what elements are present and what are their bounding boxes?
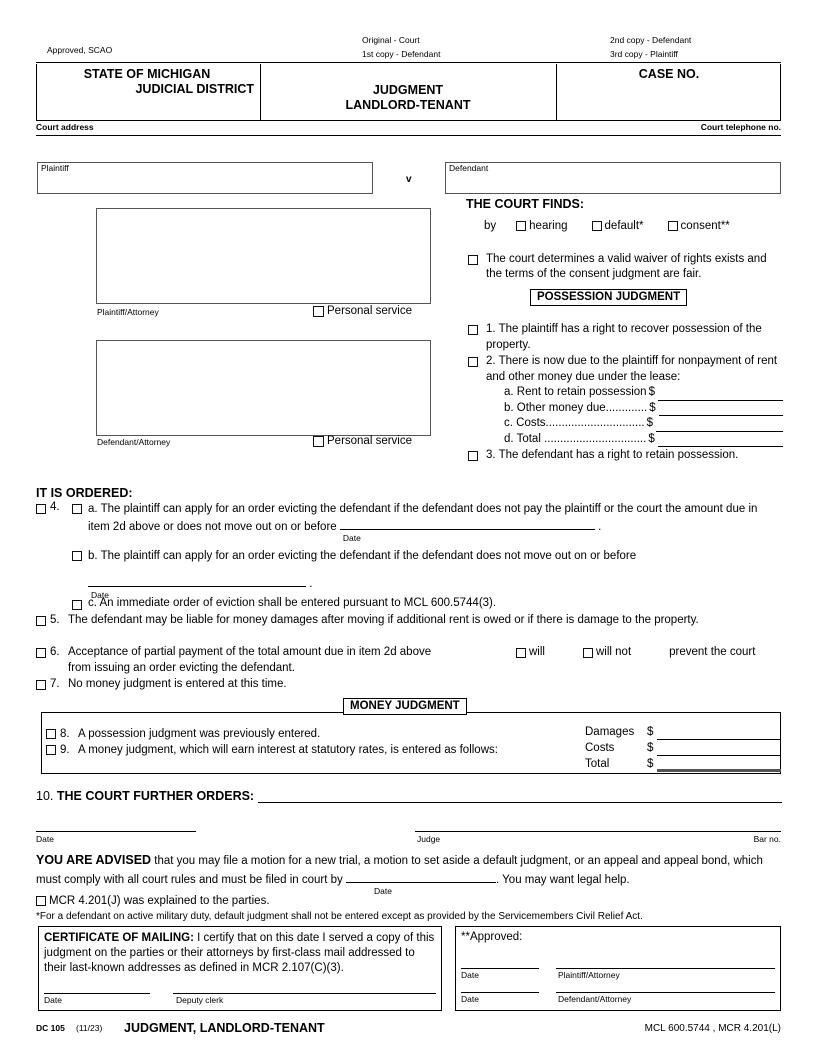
finds-option-hearing[interactable] — [516, 220, 567, 232]
footer-citation: MCL 600.5744 , MCR 4.201(L) — [644, 1023, 781, 1034]
by-label: by — [484, 220, 497, 232]
money-judgment-banner: MONEY JUDGMENT — [343, 698, 467, 715]
item-number: 7. — [50, 678, 60, 690]
mcr-explained-option[interactable] — [36, 895, 270, 907]
deputy-clerk-input[interactable] — [173, 993, 436, 994]
approved-defendant-attorney-label: Defendant/Attorney — [558, 994, 632, 1004]
amount-input-costs[interactable] — [656, 420, 783, 432]
ordered-item-7[interactable] — [36, 677, 782, 693]
header-divider-left — [260, 64, 261, 121]
amount-input-total[interactable] — [658, 435, 783, 447]
copy-distribution-left — [362, 33, 440, 61]
date-label: Date — [91, 590, 109, 600]
checkbox-icon[interactable] — [72, 600, 82, 610]
certificate-body: I certify that on this date I served a copy of this judgment on the parties or their attorneys by first-class mail addressed to their last-known addresses as defined in MCR 2.107(C)(3). — [44, 932, 435, 974]
approved-plaintiff-attorney-label: Plaintiff/Attorney — [558, 970, 620, 980]
ordered-item-5[interactable] — [36, 613, 782, 629]
item-number: 9. — [60, 744, 70, 756]
signature-date-label: Date — [36, 834, 54, 844]
item-text: A money judgment, which will earn interest at statutory rates, is entered as follows: — [78, 744, 498, 756]
advisory-text: that you may file a motion for a new trial, a motion to set aside a default judgment, or an appeal and appeal bond, which must comply with all court rules and must be filed in court by — [36, 855, 763, 886]
amount-label: d. Total ................................ — [504, 432, 647, 445]
deputy-clerk-label: Deputy clerk — [176, 995, 224, 1005]
approved-defendant-signature-input[interactable] — [556, 992, 775, 993]
item-number: 8. — [60, 728, 70, 740]
item-number: 4. — [50, 501, 60, 513]
possession-judgment-banner: POSSESSION JUDGMENT — [530, 289, 687, 306]
date-label: Date — [374, 886, 392, 896]
item-text: The plaintiff can apply for an order evicting the defendant if the defendant does not move out on or before — [100, 550, 637, 562]
valid-waiver-text: The court determines a valid waiver of rights exists and the terms of the consent judgment are fair. — [486, 253, 767, 280]
amount-label: Total — [585, 758, 610, 770]
approved-date-label-1: Date — [461, 970, 479, 980]
item-4b-period: . — [309, 578, 313, 590]
ordered-item-4a[interactable] — [72, 501, 782, 543]
item-text: The plaintiff has a right to recover possession of the property. — [486, 323, 762, 351]
option-label: consent** — [680, 220, 730, 232]
header-bottom-rule — [36, 135, 781, 136]
item-4a-content — [88, 501, 782, 543]
further-orders-label: THE COURT FURTHER ORDERS: — [56, 789, 255, 803]
dollar-sign: $ — [649, 401, 656, 414]
item-4c-content — [88, 597, 496, 609]
item-text: An immediate order of eviction shall be entered pursuant to MCL 600.5744(3). — [99, 597, 497, 609]
item-text: There is now due to the plaintiff for nonpayment of rent and other money due under the lease: — [486, 355, 778, 383]
possession-item-1[interactable] — [468, 322, 783, 353]
approved-date-label-2: Date — [461, 994, 479, 1004]
personal-service-label: Personal service — [327, 435, 413, 447]
certificate-title: CERTIFICATE OF MAILING: — [44, 932, 194, 944]
ordered-item-4b[interactable] — [72, 548, 782, 600]
possession-item-2[interactable] — [468, 354, 783, 385]
defendant-input-box[interactable] — [445, 162, 781, 194]
defendant-label: Defendant — [449, 163, 489, 173]
court-telephone-label: Court telephone no. — [700, 122, 781, 132]
money-judgment-items — [46, 726, 566, 758]
money-amount-damages — [585, 724, 781, 740]
header-divider-right — [556, 64, 557, 121]
amount-row-total — [504, 432, 783, 448]
footer-revision: (11/23) — [76, 1023, 103, 1033]
checkbox-icon[interactable] — [46, 745, 56, 755]
item-4b-date-input[interactable] — [88, 574, 306, 587]
ordered-item-6[interactable] — [36, 645, 782, 676]
court-finds-heading: THE COURT FINDS: — [466, 197, 585, 211]
dollar-sign: $ — [646, 417, 653, 429]
further-orders-row — [36, 789, 782, 803]
checkbox-icon[interactable] — [592, 221, 602, 231]
amount-label: a. Rent to retain possession — [504, 386, 647, 398]
ordered-item-4c[interactable] — [72, 597, 782, 609]
item-6-option-will-not[interactable] — [583, 645, 631, 661]
it-is-ordered-heading: IT IS ORDERED: — [36, 486, 133, 500]
bar-number-label: Bar no. — [753, 834, 781, 844]
item-4b-date-field-wrap — [88, 574, 306, 600]
amount-row-other — [504, 401, 783, 417]
item-text-part2: prevent the court — [669, 646, 756, 658]
advisory-text-tail: . You may want legal help. — [496, 874, 630, 886]
personal-service-label: Personal service — [327, 305, 413, 317]
approved-defendant-date-input[interactable] — [461, 992, 539, 993]
approved-plaintiff-date-input[interactable] — [461, 968, 539, 969]
form-title-line1: JUDGMENT — [372, 83, 444, 97]
option-label: will not — [595, 646, 632, 658]
judicial-district-label: JUDICIAL DISTRICT — [135, 82, 254, 96]
item-number: 1. — [486, 323, 496, 335]
advisory-date-field-wrap — [346, 870, 496, 896]
item-4a-period: . — [598, 521, 602, 533]
item-number: 6. — [50, 646, 60, 658]
item-letter: c. — [88, 597, 97, 609]
finds-option-consent[interactable] — [668, 220, 730, 232]
defendant-attorney-label: Defendant/Attorney — [97, 437, 171, 447]
amount-input-total[interactable] — [657, 759, 781, 772]
versus-label: v — [406, 174, 412, 185]
signature-date-input[interactable] — [36, 831, 196, 832]
checkbox-icon[interactable] — [36, 616, 46, 626]
checkbox-icon[interactable] — [36, 648, 46, 658]
dollar-sign: $ — [647, 726, 654, 738]
amount-row-rent — [504, 385, 783, 401]
checkbox-icon[interactable] — [468, 451, 478, 461]
checkbox-icon[interactable] — [36, 680, 46, 690]
copy-line-3rd: 3rd copy - Plaintiff — [610, 49, 678, 59]
item-6-option-will[interactable] — [516, 645, 545, 661]
amount-label: c. Costs............................... — [504, 417, 645, 429]
item-letter: a. — [88, 503, 98, 515]
finds-option-default[interactable] — [592, 220, 644, 232]
defendant-personal-service-option[interactable] — [313, 435, 412, 447]
money-item-9[interactable] — [46, 742, 566, 758]
ordered-item-4[interactable] — [36, 501, 782, 543]
checkbox-icon[interactable] — [36, 504, 46, 514]
plaintiff-input-box[interactable] — [37, 162, 373, 194]
amount-input-rent[interactable] — [658, 389, 783, 401]
copy-line-2nd: 2nd copy - Defendant — [610, 35, 692, 45]
checkbox-icon[interactable] — [583, 648, 593, 658]
checkbox-icon[interactable] — [516, 648, 526, 658]
footer-form-code: DC 105 — [36, 1023, 65, 1033]
court-finds-by-row — [484, 220, 754, 232]
item-text: The plaintiff can apply for an order evicting the defendant if the defendant does not pay the plaintiff or the court the amount due in item 2d above or does not move out on or before — [88, 503, 758, 533]
copy-line-1st: 1st copy - Defendant — [362, 49, 441, 59]
form-title-line2: LANDLORD-TENANT — [345, 98, 471, 112]
amount-label: Damages — [585, 726, 635, 738]
valid-waiver-option[interactable] — [468, 252, 783, 282]
footer-title: JUDGMENT, LANDLORD-TENANT — [124, 1021, 325, 1035]
item-text: The defendant may be liable for money damages after moving if additional rent is owed or if there is damage to the property. — [68, 614, 699, 626]
approved-title: **Approved: — [461, 931, 523, 943]
checkbox-icon[interactable] — [313, 436, 324, 447]
plaintiff-personal-service-option[interactable] — [313, 305, 412, 317]
item-letter: b. — [88, 550, 98, 562]
date-label: Date — [342, 533, 361, 543]
money-amount-costs — [585, 740, 781, 756]
checkbox-icon[interactable] — [46, 729, 56, 739]
defendant-attorney-input-box[interactable] — [96, 340, 431, 436]
case-number-label: CASE NO. — [638, 67, 700, 81]
checkbox-icon[interactable] — [516, 221, 526, 231]
amount-input-damages[interactable] — [657, 727, 781, 740]
further-orders-input[interactable] — [258, 789, 782, 803]
item-4a-date-field-wrap — [340, 517, 595, 543]
dollar-sign: $ — [647, 742, 654, 754]
item-number: 3. — [486, 449, 496, 461]
item-number: 10. — [36, 789, 54, 803]
plaintiff-label: Plaintiff — [41, 163, 69, 173]
copy-line-original: Original - Court — [362, 35, 420, 45]
possession-judgment-items — [468, 322, 783, 464]
military-footnote: *For a defendant on active military duty, default judgment shall not be entered except as provided by the Servicemembers Civil Relief Act. — [36, 911, 643, 922]
checkbox-icon[interactable] — [72, 551, 82, 561]
dollar-sign: $ — [648, 386, 655, 398]
certificate-date-input[interactable] — [44, 993, 150, 994]
state-of-michigan-label: STATE OF MICHIGAN — [83, 67, 211, 81]
approved-scao-label: Approved, SCAO — [47, 45, 113, 55]
possession-item-3[interactable] — [468, 448, 783, 464]
dollar-sign: $ — [648, 432, 655, 445]
approved-plaintiff-signature-input[interactable] — [556, 968, 775, 969]
certificate-text-block — [44, 931, 436, 976]
amount-row-costs — [504, 416, 783, 432]
court-address-label: Court address — [36, 122, 94, 132]
money-item-8[interactable] — [46, 726, 566, 742]
advisory-bold-lead: YOU ARE ADVISED — [36, 853, 152, 867]
copy-distribution-right — [610, 33, 691, 61]
possession-amount-list — [504, 385, 783, 447]
item-text-part1: Acceptance of partial payment of the total amount due in item 2d above — [68, 646, 432, 658]
checkbox-icon[interactable] — [72, 504, 82, 514]
checkbox-icon[interactable] — [468, 255, 478, 265]
option-label: hearing — [529, 220, 568, 232]
money-amount-total — [585, 756, 781, 772]
dollar-sign: $ — [647, 758, 654, 770]
judge-label: Judge — [417, 834, 441, 844]
checkbox-icon[interactable] — [313, 306, 324, 317]
item-text-part3: from issuing an order evicting the defendant. — [68, 661, 295, 674]
header-top-rule — [36, 62, 781, 63]
item-4b-content — [88, 548, 782, 600]
item-6-options — [516, 645, 755, 661]
certificate-date-label: Date — [44, 995, 62, 1005]
checkbox-icon[interactable] — [36, 896, 46, 906]
amount-input-other[interactable] — [659, 404, 783, 416]
item-4a-date-input[interactable] — [340, 517, 595, 530]
plaintiff-attorney-input-box[interactable] — [96, 208, 431, 304]
item-number: 2. — [486, 355, 496, 367]
money-judgment-amounts — [585, 724, 781, 772]
item-number: 5. — [50, 614, 60, 626]
option-label: will — [529, 646, 545, 658]
plaintiff-attorney-label: Plaintiff/Attorney — [97, 307, 159, 317]
amount-label: b. Other money due............. — [504, 401, 648, 414]
judge-signature-input[interactable] — [415, 831, 781, 832]
item-text: The defendant has a right to retain possession. — [498, 449, 739, 461]
checkbox-icon[interactable] — [468, 357, 478, 367]
mcr-explained-label: MCR 4.201(J) was explained to the parties. — [49, 895, 270, 907]
checkbox-icon[interactable] — [468, 325, 478, 335]
advisory-paragraph — [36, 852, 784, 896]
amount-input-costs[interactable] — [657, 743, 781, 756]
option-label: default* — [604, 220, 644, 232]
item-text: A possession judgment was previously entered. — [78, 728, 321, 740]
advisory-date-input[interactable] — [346, 870, 496, 883]
amount-label: Costs — [585, 742, 615, 754]
checkbox-icon[interactable] — [668, 221, 678, 231]
item-text: No money judgment is entered at this time. — [68, 678, 287, 690]
